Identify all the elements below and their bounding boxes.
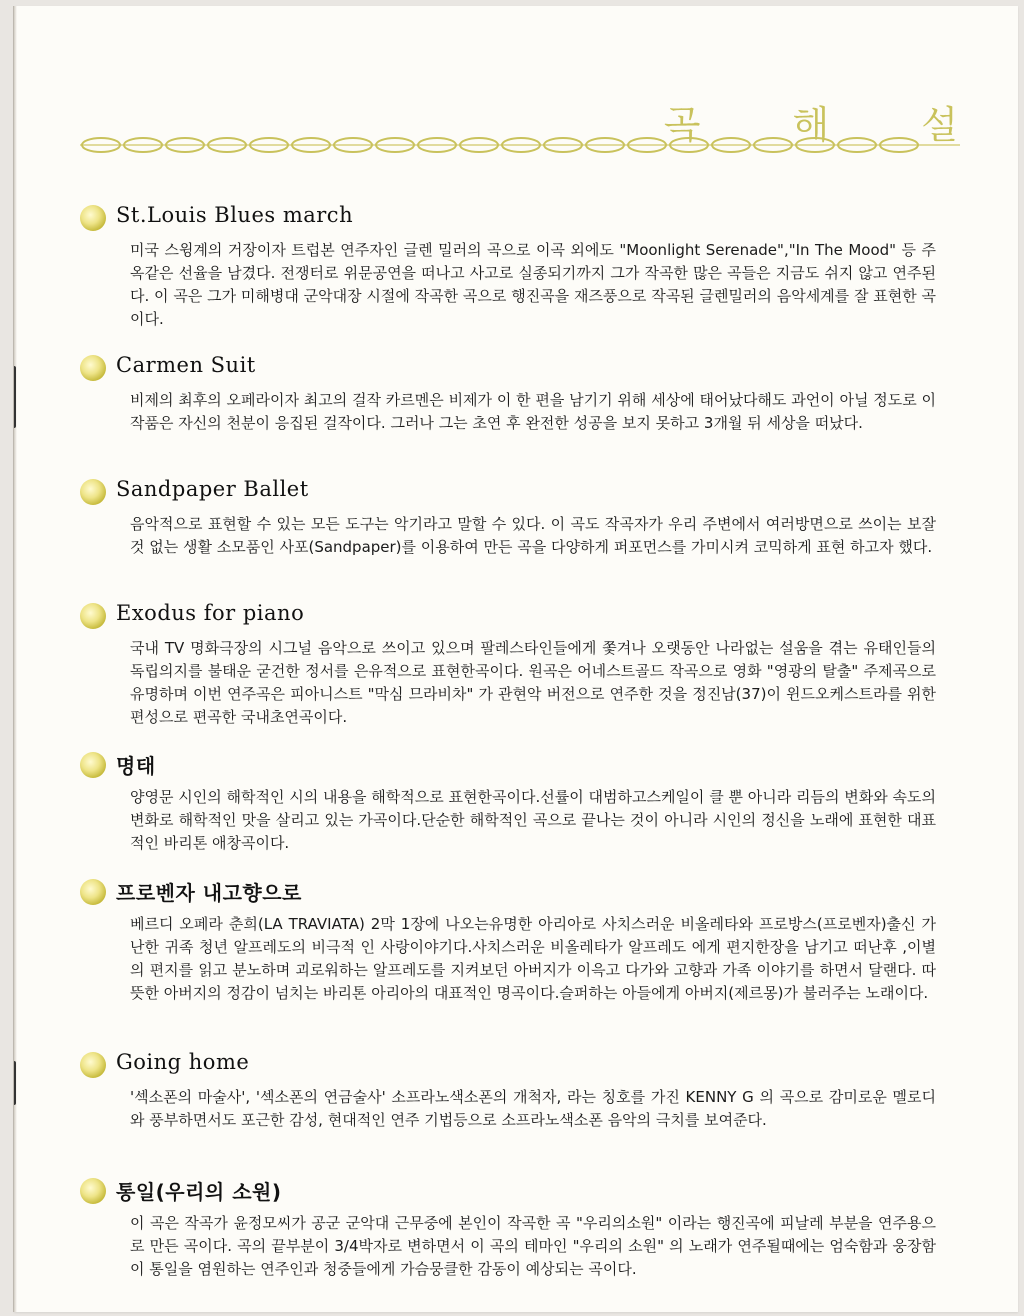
section-title: Exodus for piano	[116, 601, 305, 625]
binding-mark	[14, 366, 16, 428]
section-header	[80, 750, 940, 784]
section-body: 양영문 시인의 해학적인 시의 내용을 해학적으로 표현한곡이다.선률이 대범하고스케일이 클 뿐 아니라 리듬의 변화와 속도의 변화로 해학적인 맛을 살리고 있는 가곡이다.단순한 해학적인 곡으로 끝나는 것이 아니라 시인의 정신을 노래에 표현한 대표적인 바리톤 애창곡이다.	[130, 788, 936, 852]
section-header	[80, 477, 940, 511]
section-title: Sandpaper Ballet	[116, 477, 309, 501]
bullet-icon	[80, 205, 106, 231]
decorative-chain-border	[80, 134, 960, 156]
bullet-icon	[80, 1178, 106, 1204]
section-title: Going home	[116, 1050, 250, 1074]
binding-mark	[14, 1061, 16, 1105]
section-going-home	[80, 1050, 940, 1132]
section-title: St.Louis Blues march	[116, 203, 354, 227]
booklet-page	[14, 6, 1018, 1312]
bullet-icon	[80, 479, 106, 505]
page-title: 곡 해 설	[663, 103, 998, 147]
page-spine	[14, 6, 17, 1312]
section-body: 미국 스윙계의 거장이자 트럽본 연주자인 글렌 밀러의 곡으로 이곡 외에도 "Moonlight Serenade","In The Mood" 등 주옥같은 선율을 남겼다. 전쟁터로 위문공연을 떠나고 사고로 실종되기까지 그가 작곡한 많은 곡들은 지금도 쉬지 않고 연주된다. 이 곡은 그가 미해병대 군악대장 시절에 작곡한 곡으로 행진곡을 재즈풍으로 작곡된 글렌밀러의 음악세계를 잘 표현한 곡이다.	[130, 241, 936, 328]
section-header	[80, 1050, 940, 1084]
bullet-icon	[80, 603, 106, 629]
section-title: 통일(우리의 소원)	[116, 1180, 282, 1204]
section-header	[80, 353, 940, 387]
section-sandpaper-ballet	[80, 477, 940, 559]
section-title: 명태	[116, 754, 156, 778]
bullet-icon	[80, 355, 106, 381]
section-header	[80, 877, 940, 911]
section-provenza	[80, 877, 940, 1005]
section-body: 음악적으로 표현할 수 있는 모든 도구는 악기라고 말할 수 있다. 이 곡도 작곡자가 우리 주변에서 여러방면으로 쓰이는 보잘것 없는 생활 소모품인 사포(Sandpaper)를 이용하여 만든 곡을 다양하게 퍼포먼스를 가미시켜 코믹하게 표현 하고자 했다.	[130, 515, 936, 556]
bullet-icon	[80, 752, 106, 778]
section-body: 이 곡은 작곡가 윤정모씨가 공군 군악대 근무중에 본인이 작곡한 곡 "우리의소원" 이라는 행진곡에 피날레 부분을 연주용으로 만든 곡이다. 곡의 끝부분이 3/4박자로 변하면서 이 곡의 테마인 "우리의 소원" 의 노래가 연주될때에는 엄숙함과 웅장함이 통일을 염원하는 연주인과 청중들에게 가슴뭉클한 감동이 예상되는 곡이다.	[130, 1214, 936, 1278]
section-body: '섹소폰의 마술사', '섹소폰의 연금술사' 소프라노색소폰의 개척자, 라는 칭호를 가진 KENNY G 의 곡으로 감미로운 멜로디와 풍부하면서도 포근한 감성, 현대적인 연주 기법등으로 소프라노색소폰 음악의 극치를 보여준다.	[130, 1088, 936, 1129]
section-body: 베르디 오페라 춘희(LA TRAVIATA) 2막 1장에 나오는유명한 아리아로 사치스러운 비올레타와 프로방스(프로벤자)출신 가난한 귀족 청년 알프레도의 비극적 인 사랑이야기다.사치스러운 비올레타가 알프레도 에게 편지한장을 남기고 떠난후 ,이별의 편지를 읽고 분노하며 괴로워하는 알프레도를 지켜보던 아버지가 이윽고 다가와 고향과 가족 이야기를 하면서 달랜다. 따뜻한 아버지의 정감이 넘치는 바리톤 아리아의 대표적인 명곡이다.슬퍼하는 아들에게 아버지(제르몽)가 불러주는 노래이다.	[130, 915, 936, 1002]
section-header	[80, 1176, 940, 1210]
section-body: 비제의 최후의 오페라이자 최고의 걸작 카르멘은 비제가 이 한 편을 남기기 위해 세상에 태어났다해도 과언이 아닐 정도로 이 작품은 자신의 천분이 응집된 걸작이다. 그러나 그는 초연 후 완전한 성공을 보지 못하고 3개월 뒤 세상을 떠났다.	[130, 391, 936, 432]
section-title: Carmen Suit	[116, 353, 256, 377]
section-exodus	[80, 601, 940, 729]
section-tongil	[80, 1176, 940, 1281]
section-body: 국내 TV 명화극장의 시그널 음악으로 쓰이고 있으며 팔레스타인들에게 쫓겨나 오랫동안 나라없는 설움을 겪는 유태인들의 독립의지를 불태운 굳건한 정서를 은유적으로 표현한곡이다. 원곡은 어네스트골드 작곡으로 영화 "영광의 탈출" 주제곡으로 유명하며 이번 연주곡은 피아니스트 "막심 므라비차" 가 관현악 버전으로 연주한 것을 정진남(37)이 윈드오케스트라를 위한 편성으로 편곡한 국내초연곡이다.	[130, 639, 936, 726]
bullet-icon	[80, 1052, 106, 1078]
section-header	[80, 601, 940, 635]
section-carmen-suit	[80, 353, 940, 435]
section-st-louis-blues	[80, 203, 940, 331]
bullet-icon	[80, 879, 106, 905]
section-myeongtae	[80, 750, 940, 855]
section-header	[80, 203, 940, 237]
section-title: 프로벤자 내고향으로	[116, 881, 302, 905]
